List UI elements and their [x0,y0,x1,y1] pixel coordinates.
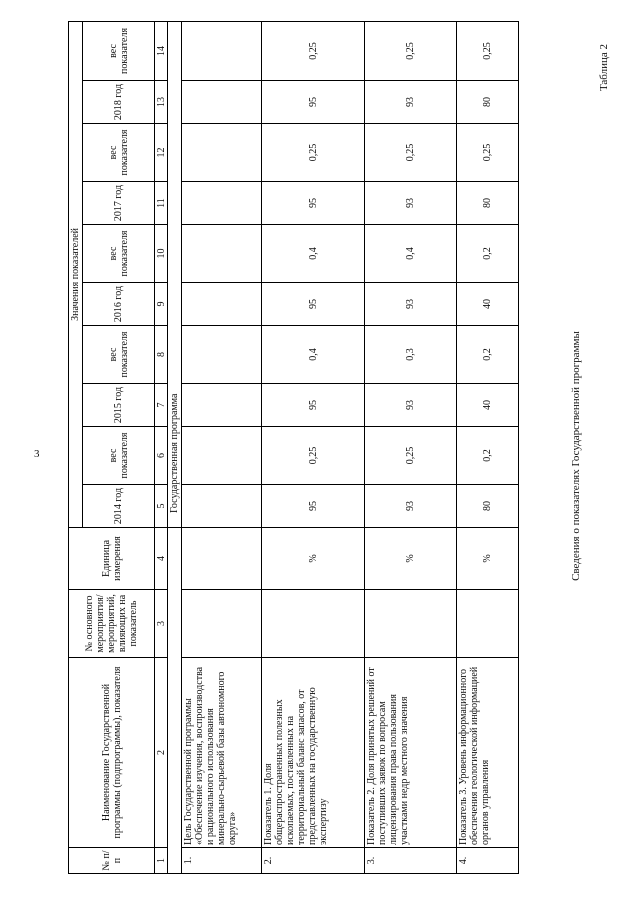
row-measure [457,590,519,658]
row-unit [182,528,262,590]
col-number: 1 [155,848,168,874]
table-row [262,21,365,873]
value-2014: 80 [457,485,519,528]
value-2014: 95 [262,485,365,528]
weight-2016: 0,4 [262,225,365,283]
page-number: 3 [34,448,40,460]
weight-2016: 0,4 [365,225,457,283]
col-number: 9 [155,283,168,326]
col-number: 12 [155,124,168,182]
col-number: 2 [155,658,168,848]
weight-2014: 0,2 [457,427,519,485]
header-weight: вес показателя [83,225,155,283]
weight-2015 [182,326,262,384]
value-2015 [182,384,262,427]
row-num: 3. [365,848,457,874]
header-name: Наименование Государственной программы (подпрограммы), показателя [69,658,155,848]
col-number: 3 [155,590,168,658]
row-name: Показатель 1. Доля общераспространенных полезных ископаемых, поставленных на территориальный баланс запасов, от представленных на государственную экспертизу [262,658,365,848]
row-num: 2. [262,848,365,874]
header-weight: вес показателя [83,427,155,485]
column-numbers-row [155,21,168,873]
value-2016 [182,283,262,326]
rotated-page [58,16,626,896]
weight-2017 [182,124,262,182]
value-2017: 80 [457,182,519,225]
value-2016: 93 [365,283,457,326]
col-number: 6 [155,427,168,485]
row-measure [365,590,457,658]
header-values-group: Значения показателей [69,21,83,527]
value-2015: 40 [457,384,519,427]
col-number: 8 [155,326,168,384]
value-2016: 40 [457,283,519,326]
weight-2014: 0,25 [365,427,457,485]
document-title: Сведения о показателях Государственной программы [570,331,582,581]
col-number: 14 [155,21,168,80]
landscape-content [58,16,626,896]
value-2014: 93 [365,485,457,528]
weight-2016: 0,2 [457,225,519,283]
value-2015: 95 [262,384,365,427]
header-measure-num: № основного мероприятия/ мероприятий, влияющих на показатель [69,590,155,658]
table-label: Таблица 2 [598,44,610,92]
weight-2017: 0,25 [262,124,365,182]
col-number: 10 [155,225,168,283]
header-year-2014: 2014 год [83,485,155,528]
value-2018 [182,81,262,124]
weight-2016 [182,225,262,283]
weight-2018: 0,25 [365,21,457,80]
weight-2017: 0,25 [457,124,519,182]
header-year-2017: 2017 год [83,182,155,225]
weight-2015: 0,3 [365,326,457,384]
row-measure [182,590,262,658]
row-unit: % [262,528,365,590]
col-number: 13 [155,81,168,124]
table-row [182,21,262,873]
row-name: Показатель 2. Доля принятых решений от поступивших заявок по вопросам лицензирования права пользования участками недр местного значения [365,658,457,848]
weight-2014: 0,25 [262,427,365,485]
row-num: 1. [182,848,262,874]
table-row [365,21,457,873]
col-number: 7 [155,384,168,427]
weight-2014 [182,427,262,485]
header-weight: вес показателя [83,326,155,384]
value-2018: 93 [365,81,457,124]
weight-2015: 0,2 [457,326,519,384]
row-name: Цель Государственной программы «Обеспечение изучения, воспроизводства и рационального использования минерально-сырьевой базы автономного округа» [182,658,262,848]
header-weight: вес показателя [83,124,155,182]
weight-2018 [182,21,262,80]
header-year-2015: 2015 год [83,384,155,427]
value-2014 [182,485,262,528]
header-num: № п/п [69,848,155,874]
row-num: 4. [457,848,519,874]
value-2018: 80 [457,81,519,124]
weight-2018: 0,25 [457,21,519,80]
value-2017: 95 [262,182,365,225]
col-number: 5 [155,485,168,528]
row-unit: % [365,528,457,590]
row-measure [262,590,365,658]
header-weight: вес показателя [83,21,155,80]
value-2016: 95 [262,283,365,326]
value-2017: 93 [365,182,457,225]
header-unit: Единица измерения [69,528,155,590]
section-row [168,21,182,873]
row-name: Показатель 3. Уровень информационного обеспечения геологической информацией органов управления [457,658,519,848]
section-label: Государственная программа [168,21,182,527]
header-year-2018: 2018 год [83,81,155,124]
indicators-table [68,21,519,874]
value-2017 [182,182,262,225]
header-year-2016: 2016 год [83,283,155,326]
table-row [457,21,519,873]
row-unit: % [457,528,519,590]
value-2018: 95 [262,81,365,124]
weight-2018: 0,25 [262,21,365,80]
col-number: 4 [155,528,168,590]
weight-2015: 0,4 [262,326,365,384]
col-number: 11 [155,182,168,225]
weight-2017: 0,25 [365,124,457,182]
value-2015: 93 [365,384,457,427]
